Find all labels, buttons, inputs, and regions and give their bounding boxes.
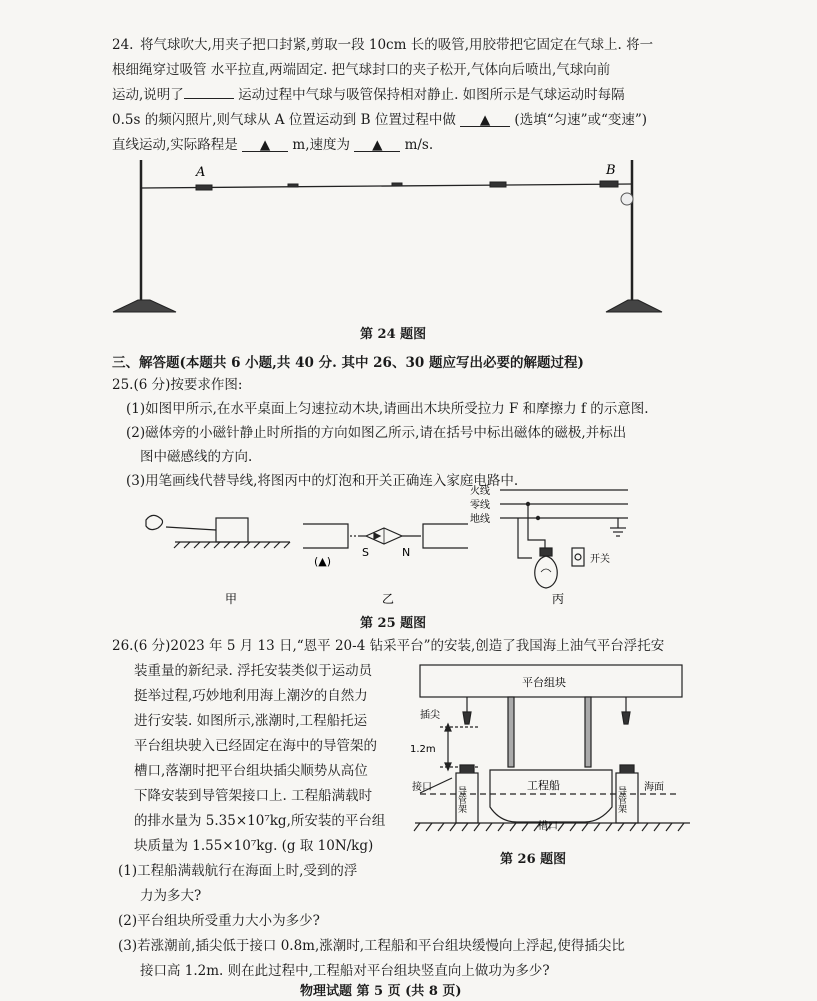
fig25c-neutral-label: 零线 [470, 500, 490, 511]
q26-line-9: 块质量为 1.55×10⁷kg. (g 取 10N/kg) [134, 838, 374, 854]
fig26-jacket-right-label: 导管架 [616, 786, 626, 813]
fig25b-label-n: N [402, 546, 411, 559]
fig26-support-1 [508, 697, 514, 767]
fig24-left-base [113, 300, 176, 312]
fig25c-live-label: 火线 [470, 486, 490, 497]
fig24-straw-2 [288, 184, 298, 187]
fig25-label-jia: 甲 [225, 592, 238, 606]
fig25b-paren: (▲) [314, 555, 332, 568]
fig25a-block [216, 518, 248, 542]
fig25a-rope [166, 527, 216, 530]
fig25c-switch [572, 548, 584, 566]
fig25c-lamp-lead-2 [528, 504, 545, 548]
fig26-support-2 [585, 697, 591, 767]
fig24-right-base [606, 300, 662, 312]
fig25c-ground-label: 地线 [470, 514, 490, 525]
fig24-balloon [621, 193, 633, 205]
fig26-tip-label: 插尖 [420, 710, 440, 721]
q26-line-5: 平台组块驶入已经固定在海中的导管架的 [134, 738, 377, 754]
q25-intro: (6 分)按要求作图: [133, 377, 243, 393]
q26-line-6: 槽口,落潮时把平台组块插尖顺势从高位 [134, 763, 368, 779]
fig26-sea-label: 海面 [644, 782, 664, 793]
q26-sub-3a: (3)若涨潮前,插尖低于接口 0.8m,涨潮时,工程船和平台组块缓慢向上浮起,使得插尖比 [118, 938, 625, 954]
fig26-slot-label: 槽口 [538, 821, 558, 832]
section3-heading: 三、解答题(本题共 6 小题,共 40 分. 其中 26、30 题应写出必要的解题过程) [112, 355, 584, 371]
fig25c-lamp-lead [518, 518, 532, 558]
fig26-ship-label: 工程船 [527, 779, 560, 792]
q26-sub-3b: 接口高 1.2m. 则在此过程中,工程船对平台组块竖直向上做功为多少? [140, 963, 550, 979]
blank-mark: ▲ [259, 137, 271, 153]
q24-line-5c: m/s. [404, 137, 434, 153]
q25-item-2: (2)磁体旁的小磁针静止时所指的方向如图乙所示,请在括号中标出磁体的磁极,并标出 [126, 425, 627, 441]
fig24-label-b: B [606, 163, 616, 178]
fig26-tip-left [463, 712, 471, 724]
fig26-platform-label: 平台组块 [522, 676, 566, 689]
q24-line-5a: 直线运动,实际路程是 [112, 137, 238, 153]
fig25a-hand [146, 515, 163, 529]
q26-line-3: 挺举过程,巧妙地利用海上潮汐的自然力 [134, 688, 368, 704]
fig25a-table-hatch [174, 542, 290, 548]
fig24-straw-3 [392, 183, 402, 186]
q26-line-8: 的排水量为 5.35×10⁷kg,所安装的平台组 [134, 813, 386, 829]
q26-line-7: 下降安装到导管架接口上. 工程船满载时 [134, 788, 373, 804]
fig24-caption: 第 24 题图 [360, 327, 427, 342]
q26-sub-2: (2)平台组块所受重力大小为多少? [118, 913, 320, 929]
fig24-straw-4 [490, 182, 506, 187]
fig26-port-label: 接口 [412, 782, 432, 793]
q25-item-1: (1)如图甲所示,在水平桌面上匀速拉动木块,请画出木块所受拉力 F 和摩擦力 f 的示意图. [126, 401, 649, 417]
q24-line-4b: (选填“匀速”或“变速”) [514, 112, 648, 128]
q24-line-4a: 0.5s 的频闪照片,则气球从 A 位置运动到 B 位置过程中做 [112, 112, 456, 128]
fig24-straw-a [196, 185, 212, 190]
q25-header [112, 373, 242, 398]
q26-line-4: 进行安装. 如图所示,涨潮时,工程船托运 [134, 713, 368, 729]
page-footer: 物理试题 第 5 页 (共 8 页) [300, 984, 462, 999]
q25-item-3: (3)用笔画线代替导线,将图丙中的灯泡和开关正确连入家庭电路中. [126, 473, 519, 489]
q26-number: 26. [112, 638, 134, 654]
fig24-string [141, 184, 632, 188]
q24-line-3a: 运动,说明了 [112, 87, 184, 103]
fig25c-switch-label: 开关 [590, 554, 610, 565]
fig25-label-bing: 丙 [552, 592, 565, 606]
fig25b-arrow [374, 533, 380, 539]
fig24-label-a: A [196, 165, 206, 180]
fig25c-lamp-socket [540, 548, 552, 556]
fig26-tip-right [622, 712, 630, 724]
q26-line-1 [112, 634, 664, 659]
fig25-label-yi: 乙 [382, 592, 395, 606]
fig25c-bulb [535, 556, 558, 588]
q26-line-2: 装重量的新纪录. 浮托安装类似于运动员 [134, 663, 373, 679]
q26-sub-1a: (1)工程船满载航行在海面上时,受到的浮 [118, 863, 358, 879]
fig26-ship [490, 770, 612, 822]
q26-sub-1b: 力为多大? [140, 888, 202, 904]
q24-line-2: 根细绳穿过吸管 水平拉直,两端固定. 把气球封口的夹子松开,气体向后喷出,气球向前 [112, 62, 611, 78]
blank-mark: ▲ [479, 112, 491, 128]
fig26-jacket-left-label: 导管架 [456, 786, 466, 813]
fig25-caption: 第 25 题图 [360, 616, 427, 631]
q24-line-3b: 运动过程中气球与吸管保持相对静止. 如图所示是气球运动时每隔 [233, 87, 625, 103]
q26-line-1-text: (6 分)2023 年 5 月 13 日,“恩平 20-4 钻采平台”的安装,创造了我国海上油气平台浮托安 [133, 638, 665, 654]
q25-item-2b: 图中磁感线的方向. [140, 449, 253, 465]
fig25b-magnet-right [423, 524, 468, 548]
fig25b-magnet-left [303, 524, 348, 548]
q24-number: 24. [112, 37, 134, 53]
fig26-height-label: 1.2m [410, 744, 436, 755]
q25-number: 25. [112, 377, 134, 393]
fig24-straw-b [600, 181, 618, 187]
q24-line-5b: m,速度为 [292, 137, 350, 153]
blank-mark: ▲ [372, 137, 383, 153]
q24-line-1: 将气球吹大,用夹子把口封紧,剪取一段 10cm 长的吸管,用胶带把它固定在气球上. 将一 [140, 37, 654, 53]
fig25b-label-s: S [362, 546, 369, 559]
fig26-caption: 第 26 题图 [500, 852, 567, 867]
